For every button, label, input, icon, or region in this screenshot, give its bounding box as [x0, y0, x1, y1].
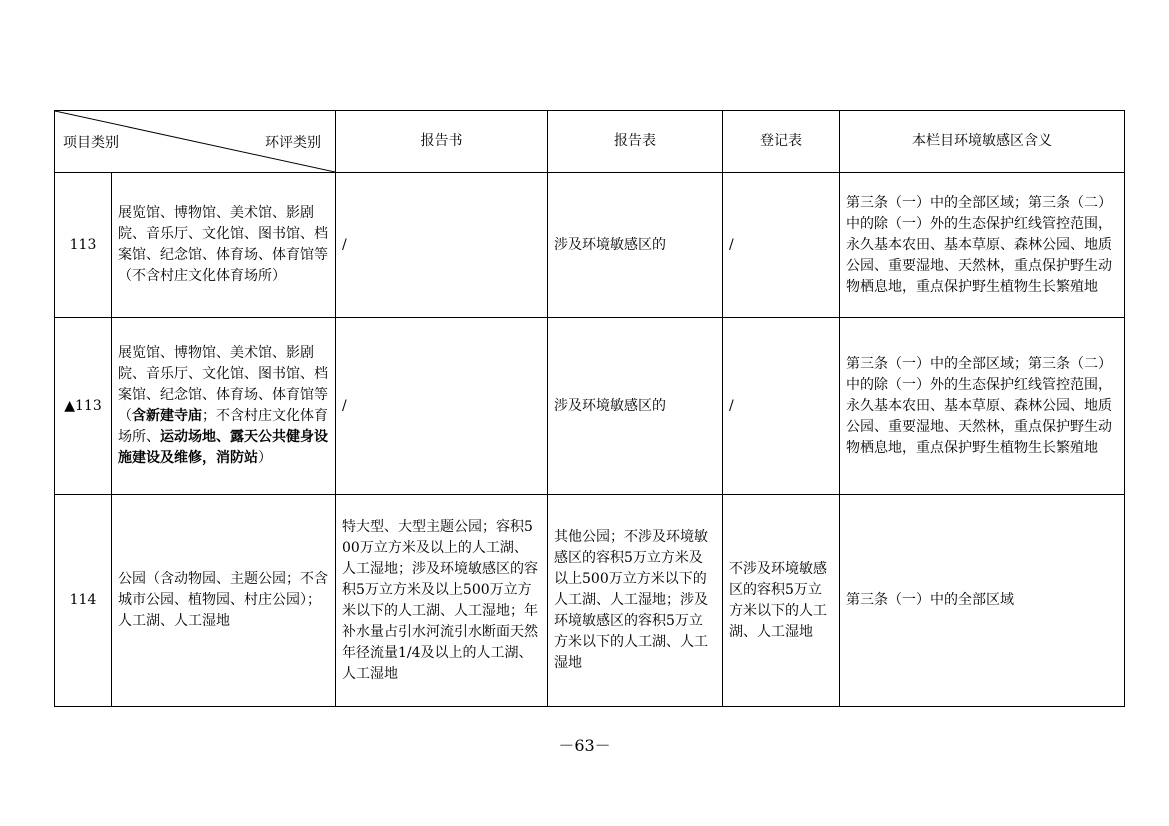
row-sensitive-area: 第三条（一）中的全部区域；第三条（二）中的除（一）外的生态保护红线管控范围，永久基本农田、基本草原、森林公园、地质公园、重要湿地、天然林，重点保护野生动物栖息地，重点保护野生植物生长繁殖地	[840, 318, 1125, 495]
row-report-form: 其他公园；不涉及环境敏感区的容积5万立方米及以上500万立方米以下的人工湖、人工湿地；涉及环境敏感区的容积5万立方米以下的人工湖、人工湿地	[548, 495, 723, 707]
table-header-row	[55, 111, 1125, 173]
row-category: 公园（含动物园、主题公园；不含城市公园、植物园、村庄公园）；人工湖、人工湿地	[112, 495, 336, 707]
category-bold-text: 运动场地、露天公共健身设施建设及维修，消防站	[118, 429, 328, 466]
row-number: ▲113	[55, 318, 112, 495]
row-number: 113	[55, 173, 112, 318]
row-report-form: 涉及环境敏感区的	[548, 318, 723, 495]
row-report-form: 涉及环境敏感区的	[548, 173, 723, 318]
category-bold-text: 含新建寺庙	[132, 408, 202, 424]
row-sensitive-area: 第三条（一）中的全部区域	[840, 495, 1125, 707]
eia-catalog-table	[54, 110, 1125, 707]
row-report-book: 特大型、大型主题公园；容积500万立方米及以上的人工湖、人工湿地；涉及环境敏感区的容积5万立方米及以上500万立方米以下的人工湖、人工湿地；年补水量占引水河流引水断面天然年径流量1/4及以上的人工湖、人工湿地	[336, 495, 548, 707]
table-row	[55, 318, 1125, 495]
report-book-header: 报告书	[336, 111, 548, 173]
row-report-book: /	[336, 173, 548, 318]
table-row	[55, 173, 1125, 318]
sensitive-area-header: 本栏目环境敏感区含义	[840, 111, 1125, 173]
diagonal-header-cell	[55, 111, 336, 173]
registration-form-header: 登记表	[723, 111, 840, 173]
row-number: 114	[55, 495, 112, 707]
eia-category-label: 环评类别	[265, 135, 321, 151]
category-text: ；不含村庄文化体育场所、	[118, 408, 328, 445]
row-registration-form: /	[723, 318, 840, 495]
category-text: 展览馆、博物馆、美术馆、影剧院、音乐厅、文化馆、图书馆、档案馆、纪念馆、体育场、体育馆等（	[118, 345, 328, 424]
row-report-book: /	[336, 318, 548, 495]
table-row	[55, 495, 1125, 707]
page-number: －63－	[558, 736, 611, 755]
report-form-header: 报告表	[548, 111, 723, 173]
row-registration-form: 不涉及环境敏感区的容积5万立方米以下的人工湖、人工湿地	[723, 495, 840, 707]
row-registration-form: /	[723, 173, 840, 318]
row-sensitive-area: 第三条（一）中的全部区域；第三条（二）中的除（一）外的生态保护红线管控范围，永久基本农田、基本草原、森林公园、地质公园、重要湿地、天然林，重点保护野生动物栖息地，重点保护野生植物生长繁殖地	[840, 173, 1125, 318]
category-text: ）	[258, 450, 272, 466]
row-category	[112, 318, 336, 495]
row-category: 展览馆、博物馆、美术馆、影剧院、音乐厅、文化馆、图书馆、档案馆、纪念馆、体育场、体育馆等（不含村庄文化体育场所）	[112, 173, 336, 318]
project-category-label: 项目类别	[63, 135, 119, 151]
